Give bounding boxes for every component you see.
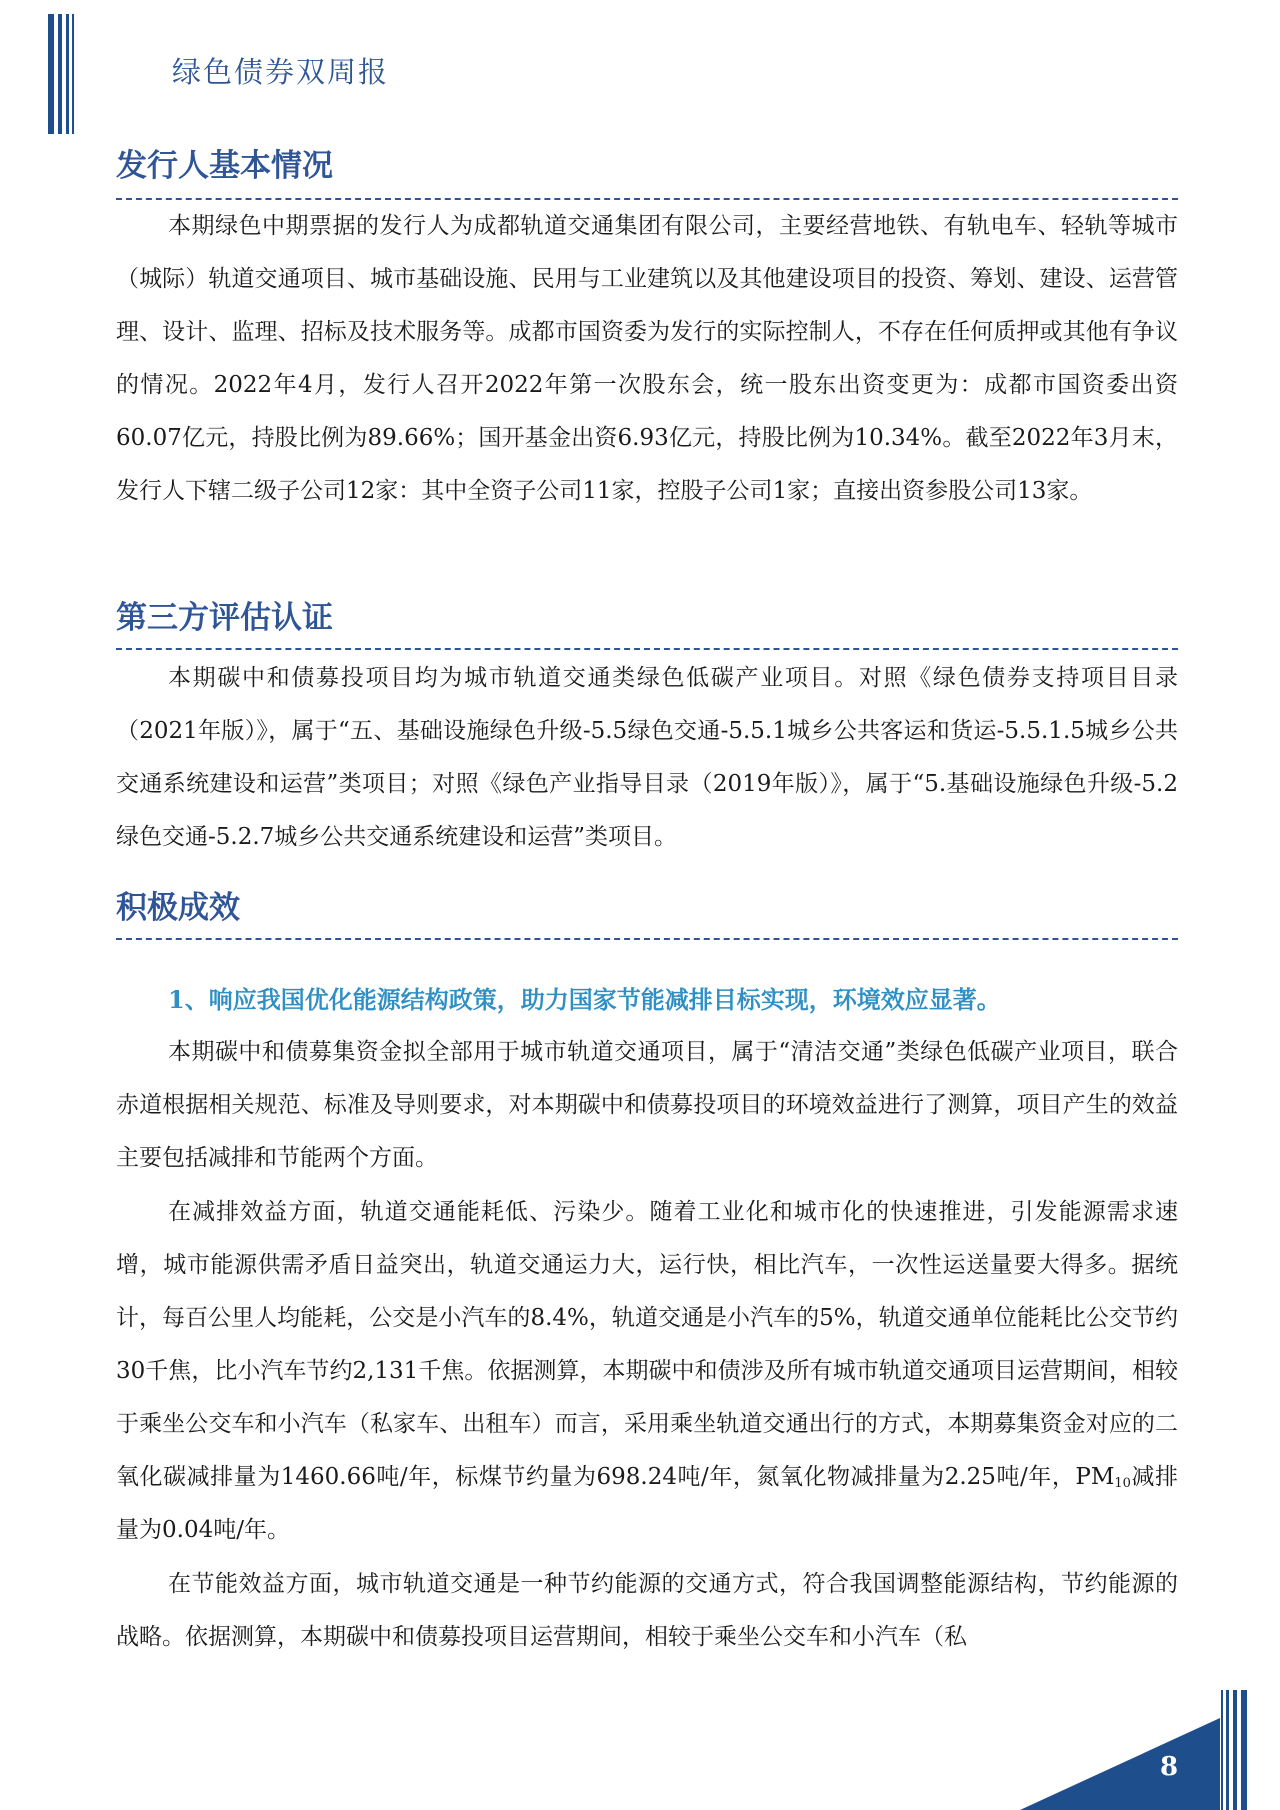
effects-subheading: 1、响应我国优化能源结构政策，助力国家节能减排目标实现，环境效应显著。 (168, 985, 1001, 1014)
page-number: 8 (1160, 1752, 1179, 1782)
footer-decor-bars (1221, 1690, 1247, 1810)
pm-subscript: 10 (1114, 1476, 1131, 1491)
report-title: 绿色债券双周报 (172, 55, 390, 89)
effects-paragraph-3: 在节能效益方面，城市轨道交通是一种节约能源的交通方式，符合我国调整能源结构，节约能源的战略。依据测算，本期碳中和债募投项目运营期间，相较于乘坐公交车和小汽车（私 (116, 1571, 1178, 1650)
section-divider (116, 938, 1178, 940)
effects-paragraph-2-text: 在减排效益方面，轨道交通能耗低、污染少。随着工业化和城市化的快速推进，引发能源需求速增，城市能源供需矛盾日益突出，轨道交通运力大，运行快，相比汽车，一次性运送量要大得多。据统计，每百公里人均能耗，公交是小汽车的8.4%，轨道交通是小汽车的5%，轨道交通单位能耗比公交节约30千焦，比小汽车节约2,131千焦。依据测算，本期碳中和债涉及所有城市轨道交通项目运营期间，相较于乘坐公交车和小汽车（私家车、出租车）而言，采用乘坐轨道交通出行的方式，本期募集资金对应的二氧化碳减排量为1460.66吨/年，标煤节约量为698.24吨/年，氮氧化物减排量为2.25吨/年，PM (116, 1199, 1178, 1490)
effects-paragraph-2-tail: 减排量为0.04吨/年。 (116, 1464, 1178, 1543)
effects-paragraph-2 (116, 1186, 1178, 1557)
section-title-effects: 积极成效 (116, 890, 240, 926)
effects-paragraph-1: 本期碳中和债募集资金拟全部用于城市轨道交通项目，属于“清洁交通”类绿色低碳产业项目，联合赤道根据相关规范、标准及导则要求，对本期碳中和债募投项目的环境效益进行了测算，项目产生的效益主要包括减排和节能两个方面。 (116, 1039, 1178, 1171)
header-decor-bars (48, 14, 74, 134)
section-divider (116, 648, 1178, 650)
issuer-paragraph: 本期绿色中期票据的发行人为成都轨道交通集团有限公司，主要经营地铁、有轨电车、轻轨等城市（城际）轨道交通项目、城市基础设施、民用与工业建筑以及其他建设项目的投资、筹划、建设、运营管理、设计、监理、招标及技术服务等。成都市国资委为发行的实际控制人，不存在任何质押或其他有争议的情况。2022年4月，发行人召开2022年第一次股东会，统一股东出资变更为：成都市国资委出资60.07亿元，持股比例为89.66%；国开基金出资6.93亿元，持股比例为10.34%。截至2022年3月末，发行人下辖二级子公司12家：其中全资子公司11家，控股子公司1家；直接出资参股公司13家。 (116, 213, 1178, 504)
page-number-triangle (1020, 1718, 1220, 1810)
third-party-paragraph: 本期碳中和债募投项目均为城市轨道交通类绿色低碳产业项目。对照《绿色债券支持项目目录（2021年版）》，属于“五、基础设施绿色升级-5.5绿色交通-5.5.1城乡公共客运和货运-5.5.1.5城乡公共交通系统建设和运营”类项目；对照《绿色产业指导目录（2019年版）》，属于“5.基础设施绿色升级-5.2绿色交通-5.2.7城乡公共交通系统建设和运营”类项目。 (116, 665, 1178, 850)
section-title-third-party: 第三方评估认证 (116, 600, 333, 636)
section-title-issuer: 发行人基本情况 (116, 148, 333, 184)
